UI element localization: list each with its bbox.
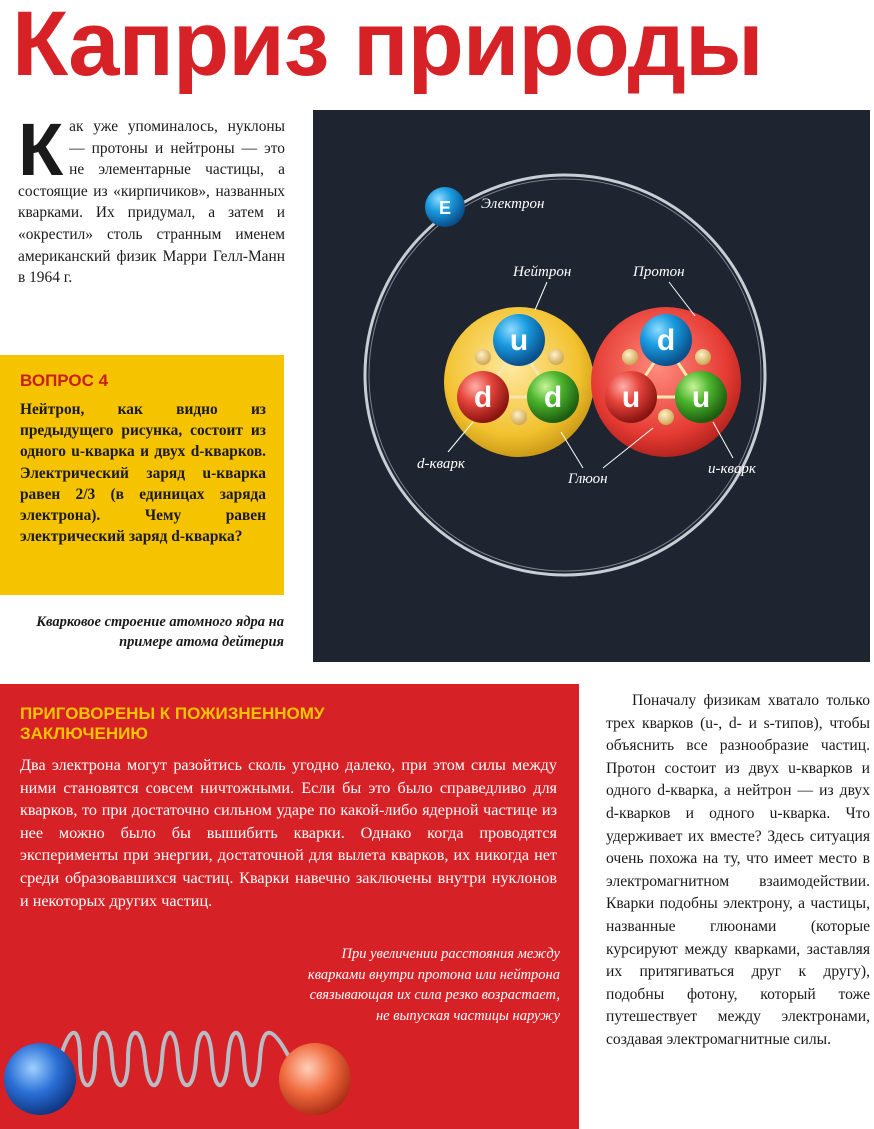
quark-spring-illustration <box>0 984 360 1129</box>
diagram-caption: Кварковое строение атомного ядра на примере атома дейтерия <box>36 614 284 650</box>
question-text: Нейтрон, как видно из предыдущего рисунка, состоит из одного u-кварка и двух d-кварков. Электрический заряд u-кварка равен 2/3 (в единицах заряда электрона). Чему равен электрический заряд d-кварка? <box>20 401 266 546</box>
quark-u-label: u <box>691 381 711 414</box>
drop-cap: К <box>18 108 64 191</box>
deuterium-illustration <box>313 110 870 662</box>
neutron-label: Нейтрон <box>513 264 572 280</box>
sidebar-box <box>0 684 579 1129</box>
spring-caption: При увеличении расстояния между кварками внутри протона или нейтрона связывающая их сила резко возрастает, не выпуская частицы наружу <box>307 946 560 1024</box>
electron-symbol: E <box>438 198 452 218</box>
question-title: ВОПРОС 4 <box>20 371 109 390</box>
right-column-text: Поначалу физикам хватало только трех кварков (u-, d- и s-типов), чтобы объяснить все разнообразие частиц. Протон состоит из двух u-кварков и одного d-кварка, а нейтрон — из двух d-кварков и одного u-кварка. Что удерживает их вместе? Здесь ситуация очень похожа на ту, что имеет место в электромагнитном взаимодействии. Кварки подобны электрону, а частицы, названные глюонами (которые курсируют между кварками, заставляя их притягиваться друг к другу), подобны фотону, который тоже путешествует между электронами, создавая электромагнитные силы. <box>606 692 870 1048</box>
d-quark-label: d-кварк <box>417 456 465 472</box>
atom-diagram <box>313 110 870 662</box>
gluon-label: Глюон <box>568 471 608 487</box>
quark-d-label: d <box>473 381 493 414</box>
sidebar-title: ПРИГОВОРЕНЫ К ПОЖИЗНЕННОМУ ЗАКЛЮЧЕНИЮ <box>20 704 325 743</box>
quark-d-label: d <box>656 324 676 357</box>
gluon <box>548 349 564 365</box>
page-title: Каприз природы <box>12 0 763 95</box>
question-box <box>0 355 284 595</box>
u-quark-label: u-кварк <box>708 461 756 477</box>
sidebar-text: Два электрона могут разойтись сколь угодно далеко, при этом силы между ними становятся совсем ничтожными. Если бы это было справедливо для кварков, то при достаточно сильном ударе по какой-либо ядерной частице из нее можно было бы вышибить кварки. Однако когда проводятся эксперименты при энергии, достаточной для вылета кварков, их никогда нет среди образовавшихся частиц. Кварки навечно заключены внутри нуклонов и некоторых других частиц. <box>20 756 557 910</box>
gluon <box>695 349 711 365</box>
quark-u-label: u <box>621 381 641 414</box>
gluon <box>622 349 638 365</box>
quark-u-label: u <box>509 324 529 357</box>
gluon <box>475 349 491 365</box>
intro-text: ак уже упоминалось, нуклоны — протоны и нейтроны — это не элементарные частицы, а состоящие из «кирпичиков», названных кварками. Их придумал, а затем и «окрестил» столь странным именем американский физик Марри Гелл-Манн в 1964 г. <box>18 118 285 287</box>
intro-paragraph <box>18 108 285 289</box>
spring-coil <box>60 1033 290 1086</box>
gluon <box>658 409 674 425</box>
blue-quark-ball <box>4 1043 76 1115</box>
red-quark-ball <box>279 1043 351 1115</box>
quark-d-label: d <box>543 381 563 414</box>
proton-label: Протон <box>633 264 685 280</box>
electron-label: Электрон <box>481 196 545 212</box>
gluon <box>511 409 527 425</box>
